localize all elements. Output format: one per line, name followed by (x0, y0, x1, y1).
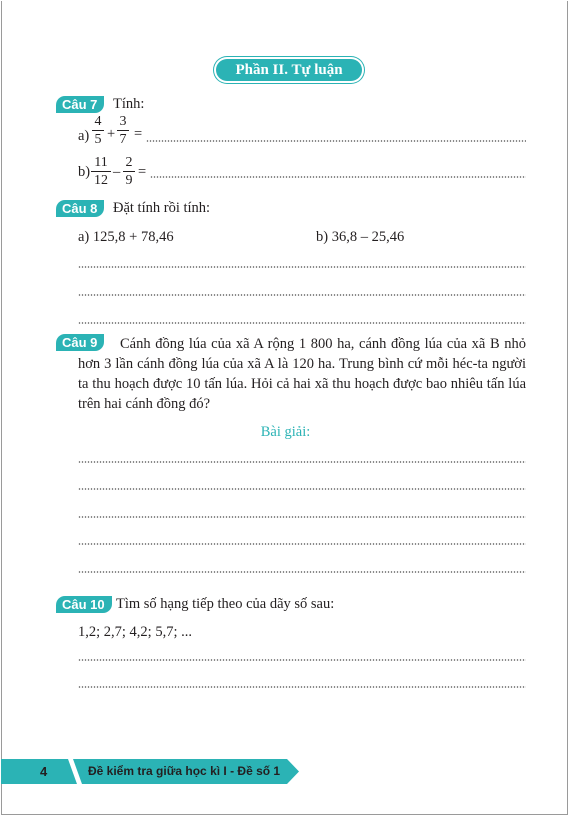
section-title: Phần II. Tự luận (216, 59, 362, 81)
q7a-f1-denominator: 5 (94, 132, 102, 147)
q7b-f2-denominator: 9 (125, 173, 133, 188)
q10-sequence: 1,2; 2,7; 4,2; 5,7; ... (78, 624, 192, 640)
answer-line-9-3[interactable] (78, 516, 526, 518)
answer-line-9-4[interactable] (78, 543, 526, 545)
q7b-equals: = (138, 164, 147, 180)
answer-line-10-2[interactable] (78, 686, 526, 688)
question-9-badge: Câu 9 (56, 334, 104, 351)
answer-line-9-2[interactable] (78, 488, 526, 490)
fraction-bar (117, 130, 129, 131)
q7a-equals: = (134, 126, 143, 142)
answer-line-9-1[interactable] (78, 461, 526, 463)
q7a-f1-numerator: 4 (94, 114, 102, 129)
q7b-f2-numerator: 2 (125, 155, 133, 170)
fraction-bar (91, 171, 111, 172)
question-7-prompt: Tính: (113, 96, 145, 112)
answer-line-7b[interactable] (150, 176, 526, 178)
q7b-f1-numerator: 11 (94, 155, 108, 170)
page-number: 4 (40, 764, 48, 779)
answer-line-7a[interactable] (146, 140, 526, 142)
q7a-operator: + (107, 126, 116, 142)
footer-title: Đề kiểm tra giữa học kì I - Đề số 1 (88, 764, 281, 778)
question-10-badge: Câu 10 (56, 596, 112, 613)
question-9-text: Cánh đồng lúa của xã A rộng 1 800 ha, cánh đồng lúa của xã B nhỏ hơn 3 lần cánh đồng lúa của xã A là 120 ha. Trung bình cứ mỗi héc-ta người ta thu hoạch được 10 tấn lúa. Hỏi cả hai xã thu hoạch được bao nhiêu tấn lúa trên hai cánh đồng đó? (78, 336, 526, 412)
q8b-expression: b) 36,8 – 25,46 (316, 229, 405, 245)
question-8-prompt: Đặt tính rồi tính: (113, 200, 211, 216)
question-8-badge: Câu 8 (56, 200, 104, 217)
fraction-bar (123, 171, 135, 172)
q7a-fraction-2 (117, 114, 129, 147)
q7b-label: b) (78, 164, 91, 180)
q7a-label: a) (78, 128, 90, 144)
answer-line-9-5[interactable] (78, 571, 526, 573)
question-10-prompt: Tìm số hạng tiếp theo của dãy số sau: (116, 596, 335, 612)
q7b-fraction-2 (123, 155, 135, 188)
answer-line-8-3[interactable] (78, 322, 526, 324)
answer-line-8-1[interactable] (78, 266, 526, 268)
q7a-fraction-1 (92, 114, 104, 147)
question-7-badge: Câu 7 (56, 96, 104, 113)
answer-line-8-2[interactable] (78, 294, 526, 296)
q7a-f2-numerator: 3 (119, 114, 127, 129)
q7b-fraction-1 (91, 155, 111, 188)
q7a-f2-denominator: 7 (119, 132, 127, 147)
solution-title: Bài giải: (260, 424, 311, 440)
answer-line-10-1[interactable] (78, 659, 526, 661)
q7b-operator: – (113, 164, 121, 180)
q8a-expression: a) 125,8 + 78,46 (78, 229, 174, 245)
fraction-bar (92, 130, 104, 131)
q7b-f1-denominator: 12 (94, 173, 108, 188)
